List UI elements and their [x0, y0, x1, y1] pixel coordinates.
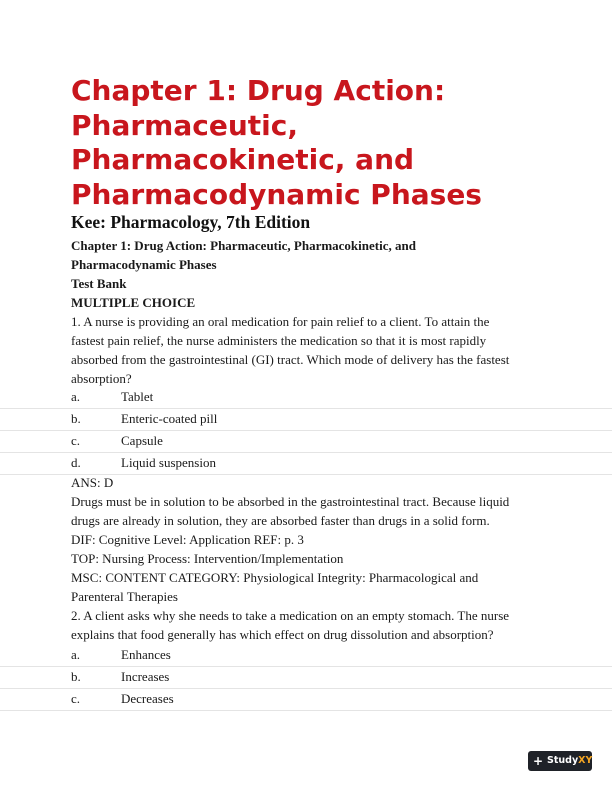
question-line: fastest pain relief, the nurse administers the medication so that it is most rapidly	[71, 333, 487, 348]
answer-option	[0, 431, 612, 453]
option-text: Liquid suspension	[121, 455, 216, 470]
question-line: 2. A client asks why she needs to take a medication on an empty stomach. The nurse	[71, 608, 510, 623]
option-text: Decreases	[121, 691, 174, 706]
option-letter: c.	[71, 433, 81, 448]
answer-key: ANS: D	[71, 475, 114, 490]
option-letter: b.	[71, 411, 81, 426]
option-letter: a.	[71, 389, 81, 404]
option-letter: c.	[71, 691, 81, 706]
section-heading: MULTIPLE CHOICE	[71, 295, 196, 310]
answer-option	[0, 645, 612, 667]
category-line: MSC: CONTENT CATEGORY: Physiological Integrity: Pharmacological and	[71, 570, 479, 585]
option-text: Enhances	[121, 647, 171, 662]
difficulty-line: DIF: Cognitive Level: Application REF: p. 3	[71, 532, 304, 547]
title-line: Chapter 1: Drug Action:	[71, 74, 446, 107]
option-text: Increases	[121, 669, 170, 684]
answer-option	[0, 453, 612, 475]
studyxy-badge[interactable]	[528, 751, 592, 771]
brand-name-main: Study	[547, 755, 579, 766]
title-line: Pharmaceutic,	[71, 108, 298, 142]
answer-option	[0, 689, 612, 711]
option-text: Enteric-coated pill	[121, 411, 218, 426]
chapter-heading-line: Chapter 1: Drug Action: Pharmaceutic, Pharmacokinetic, and	[71, 238, 416, 253]
topic-line: TOP: Nursing Process: Intervention/Implementation	[71, 551, 344, 566]
answer-option	[0, 387, 612, 409]
question-line: absorbed from the gastrointestinal (GI) tract. Which mode of delivery has the fastest	[71, 352, 510, 367]
answer-option	[0, 667, 612, 689]
option-letter: a.	[71, 647, 81, 662]
title-line: Pharmacokinetic, and	[71, 143, 415, 176]
question-line: explains that food generally has which effect on drug dissolution and absorption?	[71, 627, 494, 642]
option-text: Tablet	[121, 389, 154, 404]
title-line: Pharmacodynamic Phases	[71, 177, 482, 211]
plus-icon: +	[533, 754, 544, 768]
option-letter: d.	[71, 455, 81, 470]
brand-name-accent: XY	[578, 755, 593, 766]
chapter-title	[71, 74, 601, 212]
question-line: absorption?	[71, 371, 132, 386]
brand-name	[547, 755, 592, 767]
book-subtitle: Kee: Pharmacology, 7th Edition	[71, 212, 311, 232]
answer-option	[0, 409, 612, 431]
rationale-line: Drugs must be in solution to be absorbed in the gastrointestinal tract. Because liquid	[71, 494, 510, 509]
test-bank-label: Test Bank	[71, 276, 127, 291]
option-letter: b.	[71, 669, 81, 684]
option-text: Capsule	[121, 433, 163, 448]
question-line: 1. A nurse is providing an oral medication for pain relief to a client. To attain the	[71, 314, 490, 329]
rationale-line: drugs are already in solution, they are absorbed faster than drugs in a solid form.	[71, 513, 490, 528]
chapter-heading-line: Pharmacodynamic Phases	[71, 257, 217, 272]
category-line: Parenteral Therapies	[71, 589, 178, 604]
